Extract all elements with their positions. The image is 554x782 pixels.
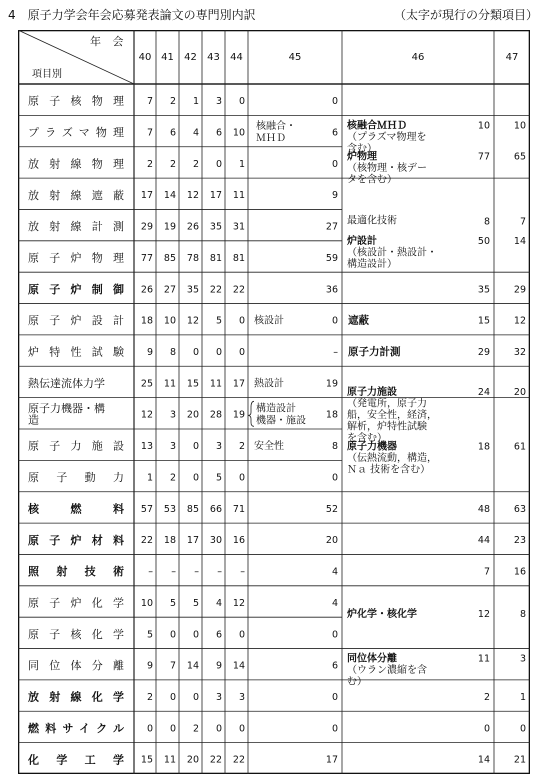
- row-label: 原子炉設計: [28, 314, 124, 328]
- cell-value: 11: [232, 190, 245, 202]
- cell-value: 81: [209, 252, 222, 264]
- cell-value-47: 61: [513, 441, 526, 453]
- header-year-47: 47: [505, 52, 519, 63]
- row-label: 放射線化学: [28, 690, 124, 704]
- row-label: 放射線計測: [28, 220, 124, 234]
- cell-value-45: 36: [325, 284, 338, 296]
- group-sublabel-46: （プラズマ物理を: [347, 131, 427, 143]
- cell-value: 3: [238, 691, 245, 703]
- cell-value-45: 19: [325, 378, 338, 390]
- cell-value: 3: [169, 409, 176, 421]
- row-label: 原子力機器・構: [28, 401, 105, 415]
- cell-value: 15: [186, 378, 199, 390]
- group-label-46: 炉化学・核化学: [347, 609, 417, 621]
- cell-value: –: [148, 566, 153, 578]
- cell-value: 3: [215, 441, 222, 453]
- cell-value: 10: [232, 127, 245, 139]
- cell-value: 0: [215, 346, 222, 358]
- cell-value-46: 8: [483, 216, 490, 228]
- cell-value-47: 63: [513, 503, 526, 515]
- cell-value: 2: [146, 158, 153, 170]
- cell-value: –: [194, 566, 199, 578]
- row-label: 燃料サイクル: [28, 721, 124, 735]
- cell-value-45: –: [333, 346, 338, 358]
- cell-value-47: 3: [519, 653, 526, 665]
- cell-value: 18: [163, 535, 176, 547]
- cell-value-46: 2: [483, 691, 490, 703]
- cell-value: 6: [169, 127, 176, 139]
- cell-value: 16: [232, 535, 245, 547]
- cell-value-47: 21: [513, 754, 526, 766]
- row-label: 原子動力: [28, 471, 124, 485]
- cell-value-45: 0: [331, 629, 338, 641]
- cell-value-45: 0: [331, 472, 338, 484]
- cell-value: 5: [215, 315, 222, 327]
- cell-value: 2: [169, 96, 176, 108]
- cell-value-47: 14: [513, 235, 526, 247]
- cell-value: 7: [146, 96, 153, 108]
- header-year-44: 44: [230, 52, 243, 63]
- group-label-46: 炉物理: [347, 151, 377, 163]
- cell-value-47: 32: [513, 346, 526, 358]
- cell-value: 2: [238, 441, 245, 453]
- cell-value-47: 29: [513, 284, 526, 296]
- row-label: 熱伝達流体力学: [28, 376, 105, 390]
- cell-value-47: 12: [513, 315, 526, 327]
- cell-value: 0: [192, 629, 199, 641]
- cell-value: 17: [186, 535, 199, 547]
- cell-value-47: 8: [519, 609, 526, 621]
- cell-value-47: 20: [513, 386, 526, 398]
- group-label-46: 同位体分離: [347, 653, 397, 665]
- cell-value: 5: [146, 629, 153, 641]
- header-year-label: 年 会: [90, 35, 128, 48]
- cell-value-47: 16: [513, 566, 526, 578]
- cell-value-45: 20: [325, 535, 338, 547]
- cell-value-45: 52: [325, 503, 338, 515]
- cell-value: 85: [186, 503, 199, 515]
- cell-value: 3: [215, 96, 222, 108]
- row-label: 原子核物理: [28, 94, 124, 108]
- group-sublabel-46: （伝熱流動，構造，: [347, 452, 437, 464]
- cell-value: 2: [169, 472, 176, 484]
- cell-value-47: 23: [513, 535, 526, 547]
- cell-value: 0: [215, 723, 222, 735]
- cell-value-47: 7: [519, 216, 526, 228]
- cell-value: 0: [238, 96, 245, 108]
- cell-value-45: 0: [331, 723, 338, 735]
- row-label: 炉特性試験: [28, 345, 124, 359]
- cell-value: 1: [146, 472, 153, 484]
- note-45: 熱設計: [254, 378, 284, 390]
- cell-value: 5: [215, 472, 222, 484]
- cell-value: 19: [232, 409, 245, 421]
- row-label: プラズマ物理: [28, 126, 124, 140]
- cell-value: 10: [163, 315, 176, 327]
- group-label-46: 炉設計: [347, 235, 377, 247]
- cell-value: 6: [215, 127, 222, 139]
- cell-value-45: 0: [331, 96, 338, 108]
- cell-value: 22: [140, 535, 153, 547]
- cell-value: 5: [169, 597, 176, 609]
- cell-value-45: 9: [331, 190, 338, 202]
- cell-value-46: 35: [477, 284, 490, 296]
- cell-value: 12: [232, 597, 245, 609]
- group-label-46: 遮蔽: [348, 314, 369, 327]
- cell-value: 2: [169, 158, 176, 170]
- cell-value-46: 12: [477, 609, 490, 621]
- cell-value: 12: [186, 190, 199, 202]
- cell-value-45: 0: [331, 315, 338, 327]
- cell-value: 18: [140, 315, 153, 327]
- cell-value: 7: [146, 127, 153, 139]
- cell-value: 1: [192, 96, 199, 108]
- cell-value: 77: [140, 252, 153, 264]
- cell-value-47: 65: [513, 151, 526, 163]
- cell-value: 29: [140, 221, 153, 233]
- cell-value: 0: [238, 629, 245, 641]
- row-label: 核燃料: [28, 502, 124, 516]
- group-label-46: 原子力機器: [347, 441, 397, 453]
- cell-value: 15: [140, 754, 153, 766]
- cell-value-46: 10: [477, 120, 490, 132]
- note-45: ＭＨＤ: [256, 133, 286, 145]
- cell-value: 0: [146, 723, 153, 735]
- header-year-42: 42: [184, 52, 197, 63]
- row-label: 造: [28, 413, 39, 427]
- cell-value: 14: [232, 660, 245, 672]
- group-sublabel-46: む）: [347, 676, 367, 688]
- header-year-41: 41: [161, 52, 174, 63]
- note-45: 機器・施設: [256, 415, 306, 427]
- cell-value: 17: [209, 190, 222, 202]
- cell-value-46: 24: [477, 386, 490, 398]
- cell-value: 8: [169, 346, 176, 358]
- cell-value: 0: [238, 723, 245, 735]
- cell-value: 26: [140, 284, 153, 296]
- cell-value: 0: [169, 723, 176, 735]
- cell-value: 11: [163, 378, 176, 390]
- note-45: 構造設計: [256, 403, 296, 415]
- row-label: 同位体分離: [28, 659, 124, 673]
- group-sublabel-46: 構造設計）: [347, 258, 397, 270]
- group-sublabel-46: を含む）: [347, 432, 387, 444]
- group-sublabel-46: （核物理・核デー: [347, 163, 427, 175]
- cell-value-46: 50: [477, 235, 490, 247]
- cell-value-47: 0: [519, 723, 526, 735]
- header-year-40: 40: [138, 52, 152, 63]
- cell-value: 7: [169, 660, 176, 672]
- cell-value: 25: [140, 378, 153, 390]
- table-caption: [8, 6, 538, 28]
- cell-value-46: 77: [477, 151, 490, 163]
- group-sublabel-46: 船，安全性，経済，: [347, 409, 437, 421]
- group-sublabel-46: （発電所，原子力: [347, 398, 427, 410]
- cell-value-45: 6: [331, 127, 338, 139]
- cell-value-46: 14: [477, 754, 490, 766]
- cell-value: 3: [215, 691, 222, 703]
- cell-value-45: 8: [331, 441, 338, 453]
- header-year-45: 45: [288, 52, 302, 63]
- group-sublabel-46: タを含む）: [347, 174, 397, 186]
- cell-value: 0: [192, 472, 199, 484]
- cell-value: 2: [192, 723, 199, 735]
- cell-value: 28: [209, 409, 222, 421]
- cell-value: 35: [209, 221, 222, 233]
- cell-value: –: [171, 566, 176, 578]
- cell-value: 66: [209, 503, 222, 515]
- group-sublabel-46: 解析，炉特性試験: [347, 421, 427, 433]
- cell-value-45: 4: [331, 566, 338, 578]
- header-year-43: 43: [207, 52, 220, 63]
- group-label-46: 原子力施設: [347, 386, 397, 398]
- cell-value: 0: [192, 441, 199, 453]
- row-label: 原子炉材料: [28, 533, 124, 547]
- cell-value-45: 0: [331, 158, 338, 170]
- cell-value: 78: [186, 252, 199, 264]
- cell-value-46: 7: [483, 566, 490, 578]
- note-45: 核設計: [254, 315, 284, 327]
- bold-note: （太字が現行の分類項目）: [393, 8, 538, 22]
- data-table: [18, 30, 530, 774]
- note-45: 安全性: [254, 441, 284, 453]
- table-title: 4 原子力学会年会応募発表論文の専門別内訳: [8, 8, 256, 22]
- cell-value-46: 0: [483, 723, 490, 735]
- cell-value-47: 10: [513, 120, 526, 132]
- cell-value: 57: [140, 503, 153, 515]
- row-label: 放射線遮蔽: [28, 188, 124, 202]
- cell-value: 53: [163, 503, 176, 515]
- cell-value-46: 48: [477, 503, 490, 515]
- cell-value: 30: [209, 535, 222, 547]
- note-45: 核融合・: [256, 121, 296, 133]
- cell-value: 2: [146, 691, 153, 703]
- cell-value: 1: [238, 158, 245, 170]
- cell-value: 20: [186, 754, 199, 766]
- cell-value: 14: [163, 190, 176, 202]
- row-label: 原子炉制御: [28, 282, 124, 296]
- cell-value-46: 15: [477, 315, 490, 327]
- cell-value-45: 6: [331, 660, 338, 672]
- cell-value: 22: [209, 754, 222, 766]
- group-sublabel-46: （核設計・熱設計・: [347, 247, 437, 259]
- cell-value: 2: [192, 158, 199, 170]
- cell-value: 17: [232, 378, 245, 390]
- row-label: 原子炉物理: [28, 251, 124, 265]
- cell-value: 0: [215, 158, 222, 170]
- cell-value-45: 17: [325, 754, 338, 766]
- cell-value: 22: [232, 284, 245, 296]
- cell-value: 0: [169, 691, 176, 703]
- group-label-46: 核融合ＭＨＤ: [347, 120, 407, 132]
- cell-value: 35: [186, 284, 199, 296]
- cell-value: 17: [140, 190, 153, 202]
- cell-value: 0: [192, 691, 199, 703]
- row-label: 原子力施設: [28, 439, 124, 453]
- group-sublabel-46: Ｎａ 技術を含む）: [347, 464, 431, 476]
- row-label: 原子核化学: [28, 627, 124, 641]
- cell-value: 9: [146, 346, 153, 358]
- cell-value: 10: [140, 597, 153, 609]
- header-year-46: 46: [411, 52, 425, 63]
- cell-value: 0: [238, 346, 245, 358]
- cell-value-45: 27: [325, 221, 338, 233]
- cell-value: 5: [192, 597, 199, 609]
- row-label: 放射線物理: [28, 157, 124, 171]
- cell-value-45: 0: [331, 691, 338, 703]
- cell-value: 22: [209, 284, 222, 296]
- cell-value: 0: [169, 629, 176, 641]
- header-item-label: 項目別: [32, 69, 62, 80]
- cell-value: 12: [186, 315, 199, 327]
- cell-value-46: 11: [477, 653, 490, 665]
- cell-value-45: 18: [325, 409, 338, 421]
- row-label: 照射技術: [28, 565, 124, 579]
- cell-value: 81: [232, 252, 245, 264]
- cell-value: 9: [146, 660, 153, 672]
- cell-value-46: 44: [477, 535, 490, 547]
- cell-value: 71: [232, 503, 245, 515]
- cell-value-46: 18: [477, 441, 490, 453]
- cell-value: –: [217, 566, 222, 578]
- group-label-46: 最適化技術: [347, 215, 397, 227]
- cell-value: 27: [163, 284, 176, 296]
- cell-value: 85: [163, 252, 176, 264]
- cell-value-46: 29: [477, 346, 490, 358]
- row-label: 化学工学: [28, 753, 124, 767]
- cell-value: 6: [215, 629, 222, 641]
- cell-value: 11: [209, 378, 222, 390]
- group-sublabel-46: 含む）: [347, 143, 377, 155]
- cell-value: –: [240, 566, 245, 578]
- cell-value: 13: [140, 441, 153, 453]
- cell-value: 0: [238, 315, 245, 327]
- cell-value: 3: [169, 441, 176, 453]
- cell-value: 14: [186, 660, 199, 672]
- cell-value: 19: [163, 221, 176, 233]
- cell-value: 9: [215, 660, 222, 672]
- cell-value: 4: [192, 127, 199, 139]
- cell-value-45: 4: [331, 597, 338, 609]
- cell-value: 22: [232, 754, 245, 766]
- cell-value: 12: [140, 409, 153, 421]
- data-table-svg: [18, 30, 530, 774]
- group-sublabel-46: （ウラン濃縮を含: [347, 665, 427, 677]
- cell-value-47: 1: [519, 691, 526, 703]
- cell-value: 31: [232, 221, 245, 233]
- row-label: 原子炉化学: [28, 596, 124, 610]
- cell-value: 11: [163, 754, 176, 766]
- cell-value: 4: [215, 597, 222, 609]
- group-label-46: 原子力計測: [348, 345, 401, 358]
- cell-value: 0: [192, 346, 199, 358]
- cell-value-45: 59: [325, 252, 338, 264]
- brace-mark: [248, 401, 254, 426]
- cell-value: 26: [186, 221, 199, 233]
- cell-value: 0: [238, 472, 245, 484]
- cell-value: 20: [186, 409, 199, 421]
